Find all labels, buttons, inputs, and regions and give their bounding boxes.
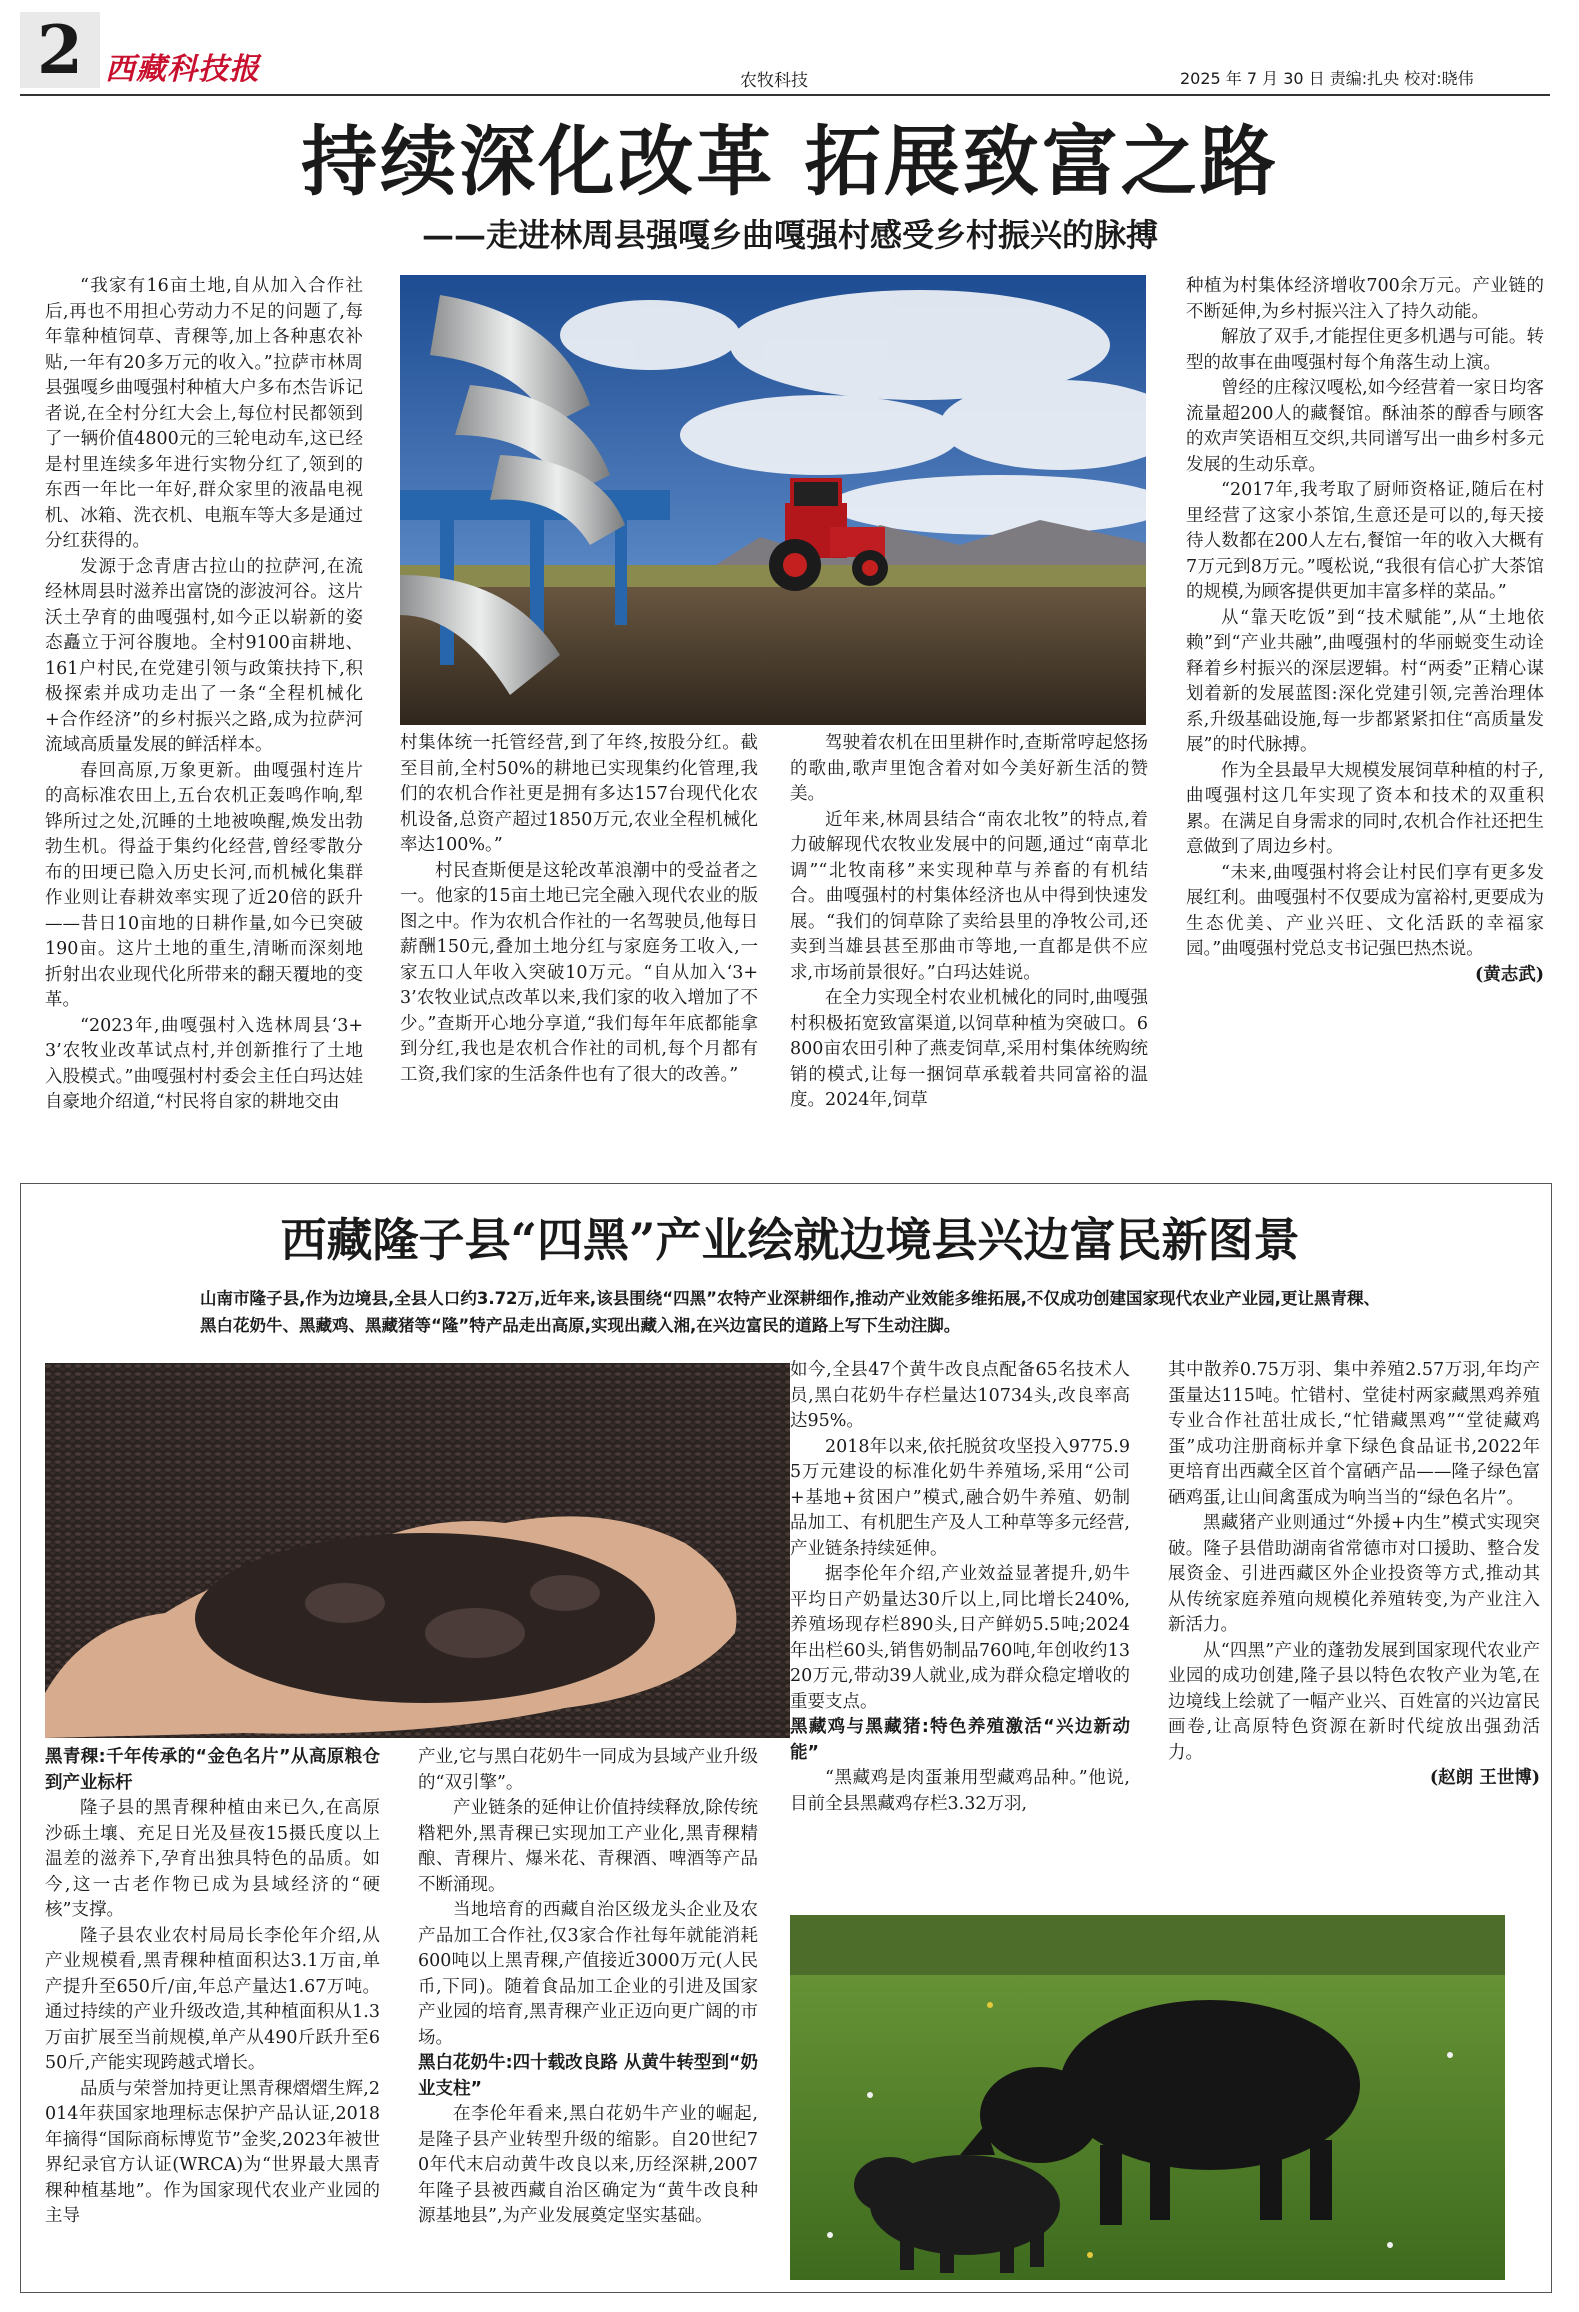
dateline: 2025 年 7 月 30 日 责编:扎央 校对:晓伟 — [1180, 69, 1474, 88]
paragraph: 在李伦年看来,黑白花奶牛产业的崛起,是隆子县产业转型升级的缩影。自20世纪70年代末启动黄牛改良以来,历经深耕,2007年隆子县被西藏自治区确定为“黄牛改良种源基地县”,为产业发展奠定坚实基础。 — [418, 2104, 758, 2226]
article2-subheading-chicken-pig: 黑藏鸡与黑藏猪:特色养殖激活“兴边新动能” — [790, 1717, 1130, 1763]
article2-column-4 — [1168, 1358, 1540, 1908]
article2-lead: 山南市隆子县,作为边境县,全县人口约3.72万,近年来,该县围绕“四黑”农特产业深耕细作,推动产业效能多维拓展,不仅成功创建国家现代农业产业园,更让黑青稞、黑白花奶牛、黑藏鸡、黑藏猪等“隆”特产品走出高原,实现出藏入湘,在兴边富民的道路上写下生动注脚。 — [200, 1289, 1380, 1335]
article2-byline: (赵朗 王世博) — [1429, 1768, 1540, 1788]
barley-photo — [45, 1363, 790, 1738]
paragraph: 其中散养0.75万羽、集中养殖2.57万羽,年均产蛋量达115吨。忙错村、堂徒村两家藏黑鸡养殖专业合作社茁壮成长,“忙错藏黑鸡”“堂徒藏鸡蛋”成功注册商标并拿下绿色食品证书,2022年更培育出西藏全区首个富硒产品——隆子绿色富硒鸡蛋,让山间禽蛋成为响当当的“绿色名片”。 — [1168, 1360, 1540, 1508]
pigs-photo — [790, 1915, 1505, 2280]
article2-column-1 — [45, 1745, 380, 2290]
paragraph: 隆子县农业农村局局长李伦年介绍,从产业规模看,黑青稞种植面积达3.1万亩,单产提升至650斤/亩,年总产量达1.67万吨。通过持续的产业升级改造,其种植面积从1.3万亩扩展至当前规模,单产从490斤跃升至650斤,产能实现跨越式增长。 — [45, 1925, 380, 2073]
article2-subheading-barley: 黑青稞:千年传承的“金色名片”从高原粮仓到产业标杆 — [45, 1747, 380, 1793]
article1-column-2 — [400, 731, 758, 1156]
tractor-photo — [400, 275, 1146, 725]
paragraph: 黑藏猪产业则通过“外援+内生”模式实现突破。隆子县借助湖南省常德市对口援助、整合发展资金、引进西藏区外企业投资等方式,推动其从传统家庭养殖向规模化养殖转变,为产业注入新活力。 — [1168, 1513, 1540, 1635]
paragraph: “2023年,曲嘎强村入选林周县‘3+3’农牧业改革试点村,并创新推行了土地入股模式。”曲嘎强村村委会主任白玛达娃自豪地介绍道,“村民将自家的耕地交由 — [45, 1015, 363, 1112]
article2-headline: 西藏隆子县“四黑”产业绘就边境县兴边富民新图景 — [280, 1213, 1300, 1267]
paragraph: “黑藏鸡是肉蛋兼用型藏鸡品种。”他说,目前全县黑藏鸡存栏3.32万羽, — [790, 1768, 1130, 1814]
article1-column-3 — [790, 731, 1148, 1156]
paragraph: 产业,它与黑白花奶牛一同成为县域产业升级的“双引擎”。 — [418, 1747, 758, 1793]
paragraph: 2018年以来,依托脱贫攻坚投入9775.95万元建设的标准化奶牛养殖场,采用“公司+基地+贫困户”模式,融合奶牛养殖、奶制品加工、有机肥生产及人工种草等多元经营,产业链条持续延伸。 — [790, 1436, 1130, 1559]
paragraph: 春回高原,万象更新。曲嘎强村连片的高标准农田上,五台农机正轰鸣作响,犁铧所过之处,沉睡的土地被唤醒,焕发出勃勃生机。得益于集约化经营,曾经零散分布的田埂已隐入历史长河,而机械化集群作业则让春耕效率实现了近20倍的跃升——昔日10亩地的日耕作量,如今已突破190亩。这片土地的重生,清晰而深刻地折射出农业现代化所带来的翻天覆地的变革。 — [45, 760, 363, 1010]
article2-column-3 — [790, 1358, 1130, 1908]
newspaper-masthead: 西藏科技报 — [105, 52, 260, 87]
article1-headline: 持续深化改革 拓展致富之路 — [301, 117, 1279, 206]
header-rule — [20, 94, 1550, 96]
section-name: 农牧科技 — [740, 71, 808, 91]
page-number: 2 — [20, 12, 100, 88]
paragraph: 作为全县最早大规模发展饲草种植的村子,曲嘎强村这几年实现了资本和技术的双重积累。在满足自身需求的同时,农机合作社还把生意做到了周边乡村。 — [1186, 760, 1544, 857]
paragraph: 解放了双手,才能捏住更多机遇与可能。转型的故事在曲嘎强村每个角落生动上演。 — [1186, 327, 1544, 373]
paragraph: 驾驶着农机在田里耕作时,查斯常哼起悠扬的歌曲,歌声里饱含着对如今美好新生活的赞美。 — [790, 733, 1148, 804]
paragraph: 村民查斯便是这轮改革浪潮中的受益者之一。他家的15亩土地已完全融入现代农业的版图之中。作为农机合作社的一名驾驶员,他每日薪酬150元,叠加土地分红与家庭务工收入,一家五口人年收入突破10万元。“自从加入‘3+3’农牧业试点改革以来,我们家的收入增加了不少。”查斯开心地分享道,“我们每年年底都能拿到分红,我也是农机合作社的司机,每个月都有工资,我们家的生活条件也有了很大的改善。” — [400, 860, 758, 1085]
paragraph: “未来,曲嘎强村将会让村民们享有更多发展红利。曲嘎强村不仅要成为富裕村,更要成为生态优美、产业兴旺、文化活跃的幸福家园。”曲嘎强村党总支书记强巴热杰说。 — [1186, 862, 1544, 959]
article2-column-2 — [418, 1745, 758, 2290]
paragraph: 如今,全县47个黄牛改良点配备65名技术人员,黑白花奶牛存栏量达10734头,改良率高达95%。 — [790, 1360, 1130, 1431]
article1-byline: (黄志武) — [1474, 964, 1544, 985]
article2-subheading-cows: 黑白花奶牛:四十载改良路 从黄牛转型到“奶业支柱” — [418, 2053, 758, 2099]
paragraph: 从“靠天吃饭”到“技术赋能”,从“土地依赖”到“产业共融”,曲嘎强村的华丽蜕变生动诠释着乡村振兴的深层逻辑。村“两委”正精心谋划着新的发展蓝图:深化党建引领,完善治理体系,升级基础设施,每一步都紧紧扣住“高质量发展”的时代脉搏。 — [1186, 607, 1544, 755]
article1-column-1 — [45, 274, 363, 1156]
paragraph: “我家有16亩土地,自从加入合作社后,再也不用担心劳动力不足的问题了,每年靠种植饲草、青稞等,加上各种惠农补贴,一年有20多万元的收入。”拉萨市林周县强嘎乡曲嘎强村种植大户多布杰告诉记者说,在全村分红大会上,每位村民都领到了一辆价值4800元的三轮电动车,这已经是村里连续多年进行实物分红了,领到的东西一年比一年好,群众家里的液晶电视机、冰箱、洗衣机、电瓶车等大多是通过分红获得的。 — [45, 276, 363, 551]
paragraph: 从“四黑”产业的蓬勃发展到国家现代农业产业园的成功创建,隆子县以特色农牧产业为笔,在边境线上绘就了一幅产业兴、百姓富的兴边富民画卷,让高原特色资源在新时代绽放出强劲活力。 — [1168, 1640, 1540, 1763]
paragraph: 近年来,林周县结合“南农北牧”的特点,着力破解现代农牧业发展中的问题,通过“南草北调”“北牧南移”来实现种草与养畜的有机结合。曲嘎强村的村集体经济也从中得到快速发展。“我们的饲草除了卖给县里的净牧公司,还卖到当雄县甚至那曲市等地,一直都是供不应求,市场前景很好。”白玛达娃说。 — [790, 809, 1148, 983]
paragraph: “2017年,我考取了厨师资格证,随后在村里经营了这家小茶馆,生意还是可以的,每天接待人数都在200人左右,餐馆一年的收入大概有7万元到8万元。”嘎松说,“我很有信心扩大茶馆的规模,为顾客提供更加丰富多样的菜品。” — [1186, 480, 1544, 602]
paragraph: 产业链条的延伸让价值持续释放,除传统糌粑外,黑青稞已实现加工产业化,黑青稞精酿、青稞片、爆米花、青稞酒、啤酒等产品不断涌现。 — [418, 1798, 758, 1895]
article1-column-4 — [1186, 274, 1544, 1156]
paragraph: 据李伦年介绍,产业效益显著提升,奶牛平均日产奶量达30斤以上,同比增长240%,养殖场现存栏890头,日产鲜奶5.5吨;2024年出栏60头,销售奶制品760吨,年创收约1320万元,带动39人就业,成为群众稳定增收的重要支点。 — [790, 1564, 1130, 1712]
paragraph: 村集体统一托管经营,到了年终,按股分红。截至目前,全村50%的耕地已实现集约化管理,我们的农机合作社更是拥有多达157台现代化农机设备,总资产超过1850万元,农业全程机械化率达100%。” — [400, 733, 758, 855]
article1-subheadline: ——走进林周县强嘎乡曲嘎强村感受乡村振兴的脉搏 — [421, 216, 1158, 254]
paragraph: 发源于念青唐古拉山的拉萨河,在流经林周县时滋养出富饶的澎波河谷。这片沃土孕育的曲嘎强村,如今正以崭新的姿态矗立于河谷腹地。全村9100亩耕地、161户村民,在党建引领与政策扶持下,积极探索并成功走出了一条“全程机械化+合作经济”的乡村振兴之路,成为拉萨河流域高质量发展的鲜活样本。 — [45, 556, 363, 755]
paragraph: 品质与荣誉加持更让黑青稞熠熠生辉,2014年获国家地理标志保护产品认证,2018年摘得“国际商标博览节”金奖,2023年被世界纪录官方认证(WRCA)为“世界最大黑青稞种植基地”。作为国家现代农业产业园的主导 — [45, 2078, 380, 2226]
paragraph: 种植为村集体经济增收700余万元。产业链的不断延伸,为乡村振兴注入了持久动能。 — [1186, 276, 1544, 322]
paragraph: 在全力实现全村农业机械化的同时,曲嘎强村积极拓宽致富渠道,以饲草种植为突破口。6800亩农田引种了燕麦饲草,采用村集体统购统销的模式,让每一捆饲草承载着共同富裕的温度。2024年,饲草 — [790, 988, 1148, 1110]
paragraph: 曾经的庄稼汉嘎松,如今经营着一家日均客流量超200人的藏餐馆。酥油茶的醇香与顾客的欢声笑语相互交织,共同谱写出一曲乡村多元发展的生动乐章。 — [1186, 378, 1544, 475]
paragraph: 当地培育的西藏自治区级龙头企业及农产品加工合作社,仅3家合作社每年就能消耗600吨以上黑青稞,产值接近3000万元(人民币,下同)。随着食品加工企业的引进及国家产业园的培育,黑青稞产业正迈向更广阔的市场。 — [418, 1900, 758, 2048]
paragraph: 隆子县的黑青稞种植由来已久,在高原沙砾土壤、充足日光及昼夜15摄氏度以上温差的滋养下,孕育出独具特色的品质。如今,这一古老作物已成为县域经济的“硬核”支撑。 — [45, 1798, 380, 1920]
